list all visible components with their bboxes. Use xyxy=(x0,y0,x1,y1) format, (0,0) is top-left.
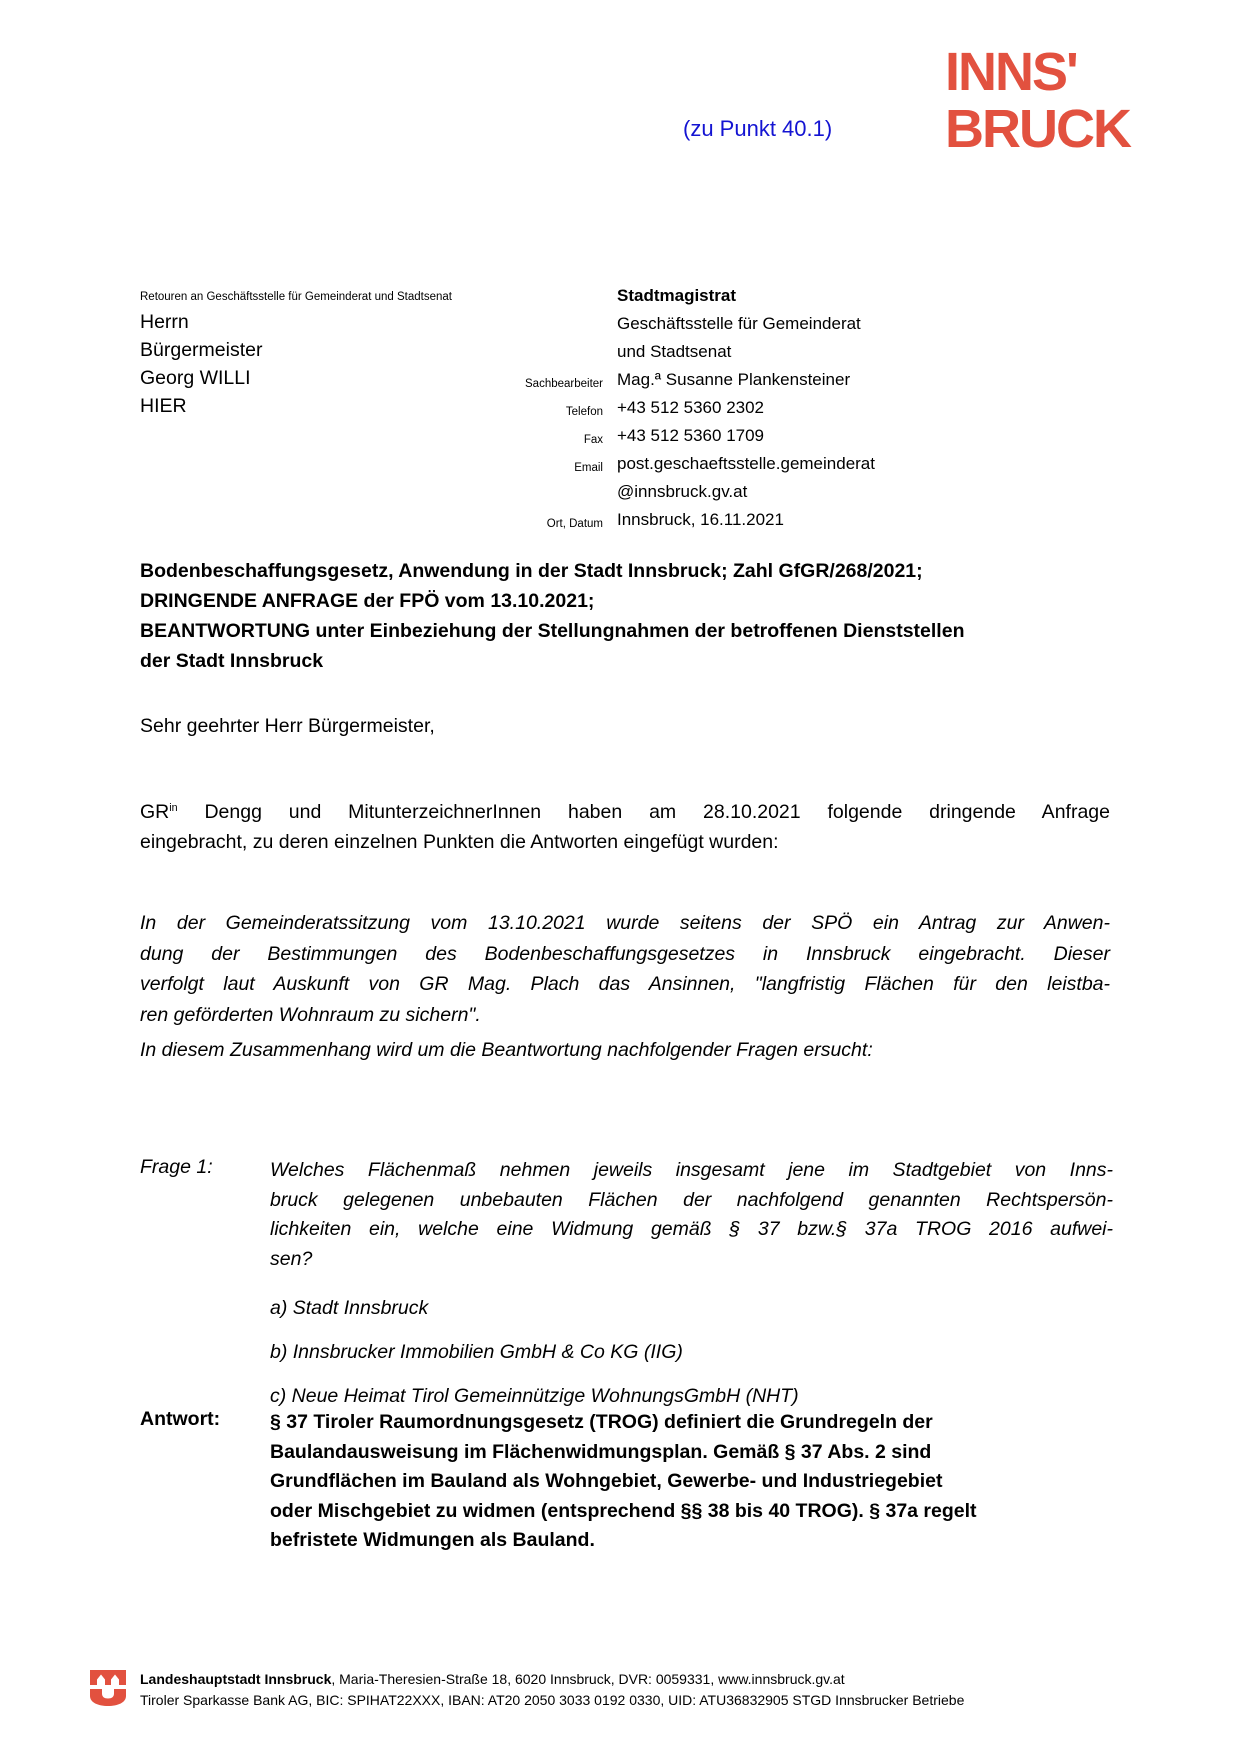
footer-bank-line: Tiroler Sparkasse Bank AG, BIC: SPIHAT22XXX, IBAN: AT20 2050 3033 0192 0330, UID: ATU36832905 STGD Innsbrucker Betriebe xyxy=(140,1692,965,1708)
answer-label: Antwort: xyxy=(140,1408,221,1430)
question-1-label: Frage 1: xyxy=(140,1156,213,1178)
text-line: $GR^{in}$ Dengg und MitunterzeichnerInnen haben am 28.10.2021 folgende dringende Anfrage xyxy=(140,801,1110,823)
text-line: In der Gemeinderatssitzung vom 13.10.2021 wurde seitens der SPÖ ein Antrag zur Anwen- xyxy=(140,912,1110,934)
footer-org-rest: , Maria-Theresien-Straße 18, 6020 Innsbruck, DVR: 0059331, www.innsbruck.gv.at xyxy=(331,1671,845,1687)
text-line: Grundflächen im Bauland als Wohngebiet, Gewerbe- und Industriegebiet xyxy=(270,1470,943,1492)
salutation: Sehr geehrter Herr Bürgermeister, xyxy=(140,715,435,737)
text-line: bruck gelegenen unbebauten Flächen der nachfolgend genannten Rechtspersön- xyxy=(270,1188,1113,1211)
text-line: verfolgt laut Auskunft von GR Mag. Plach das Ansinnen, "langfristig Flächen für den leistba- xyxy=(140,973,1110,995)
text-line: sen? xyxy=(270,1247,313,1270)
sender-block xyxy=(423,284,903,554)
contact-label: Fax xyxy=(583,434,603,446)
request-line: In diesem Zusammenhang wird um die Beantwortung nachfolgender Fragen ersucht: xyxy=(140,1039,873,1061)
question-1-items xyxy=(270,1276,1113,1408)
recipient-address xyxy=(140,308,262,420)
quoted-request-paragraph xyxy=(140,908,1110,1030)
text-line: HIER xyxy=(140,395,187,417)
return-note: Retouren an Geschäftsstelle für Gemeinderat und Stadtsenat xyxy=(140,291,452,303)
text-line: oder Mischgebiet zu widmen (entsprechend §§ 38 bis 40 TROG). § 37a regelt xyxy=(270,1499,977,1522)
sender-office-line: und Stadtsenat xyxy=(617,342,732,361)
text-line: der Stadt Innsbruck xyxy=(140,650,324,672)
question-1-text xyxy=(270,1156,1113,1274)
text-line: Welches Flächenmaß nehmen jeweils insgesamt jene im Stadtgebiet von Inns- xyxy=(270,1159,1113,1181)
contact-value: Mag.ª Susanne Plankensteiner xyxy=(617,370,851,389)
text-line: BEANTWORTUNG unter Einbeziehung der Stellungnahmen der betroffenen Dienststellen xyxy=(140,620,965,642)
text-line: DRINGENDE ANFRAGE der FPÖ vom 13.10.2021; xyxy=(140,590,595,612)
contact-label: Ort, Datum xyxy=(546,518,603,530)
text-line: eingebracht, zu deren einzelnen Punkten die Antworten eingefügt wurden: xyxy=(140,831,779,853)
text-line: c) Neue Heimat Tirol Gemeinnützige WohnungsGmbH (NHT) xyxy=(270,1385,799,1407)
text-line: befristete Widmungen als Bauland. xyxy=(270,1529,595,1551)
footer-org-name: Landeshauptstadt Innsbruck xyxy=(140,1671,332,1687)
sender-department: Stadtmagistrat xyxy=(617,286,737,305)
contact-value: +43 512 5360 2302 xyxy=(617,398,765,417)
text-line: Herrn xyxy=(140,311,189,333)
intro-paragraph xyxy=(140,797,1110,857)
sender-office-line: Geschäftsstelle für Gemeinderat xyxy=(617,314,861,333)
contact-label: Telefon xyxy=(565,406,603,418)
contact-label: Email xyxy=(574,462,603,474)
innsbruck-logo xyxy=(945,44,1130,158)
subject xyxy=(140,556,1112,676)
contact-value: @innsbruck.gv.at xyxy=(617,482,748,501)
text-line: § 37 Tiroler Raumordnungsgesetz (TROG) definiert die Grundregeln der xyxy=(270,1411,933,1433)
contact-value: post.geschaeftsstelle.gemeinderat xyxy=(617,454,875,473)
logo-line-2: BRUCK xyxy=(945,99,1130,159)
text-line: Georg WILLI xyxy=(140,367,251,389)
logo-line-1: INNS' xyxy=(945,42,1077,102)
text-line: ren geförderten Wohnraum zu sichern". xyxy=(140,1003,481,1026)
city-arms-icon xyxy=(89,1670,127,1711)
text-line: Baulandausweisung im Flächenwidmungsplan. Gemäß § 37 Abs. 2 sind xyxy=(270,1440,932,1463)
text-line: Bodenbeschaffungsgesetz, Anwendung in der Stadt Innsbruck; Zahl GfGR/268/2021; xyxy=(140,560,923,582)
text-line: b) Innsbrucker Immobilien GmbH & Co KG (IIG) xyxy=(270,1341,683,1363)
text-line: lichkeiten ein, welche eine Widmung gemäß § 37 bzw.§ 37a TROG 2016 aufwei- xyxy=(270,1218,1113,1240)
text-line: a) Stadt Innsbruck xyxy=(270,1297,429,1319)
contact-value: +43 512 5360 1709 xyxy=(617,426,765,445)
footer-address-line xyxy=(140,1671,845,1687)
text-line: dung der Bestimmungen des Bodenbeschaffungsgesetzes in Innsbruck eingebracht. Dieser xyxy=(140,942,1110,965)
contact-value: Innsbruck, 16.11.2021 xyxy=(617,510,784,529)
text-line: Bürgermeister xyxy=(140,339,263,361)
reference-note: (zu Punkt 40.1) xyxy=(683,116,833,141)
contact-label: Sachbearbeiter xyxy=(525,378,603,390)
answer-text xyxy=(270,1408,1113,1556)
